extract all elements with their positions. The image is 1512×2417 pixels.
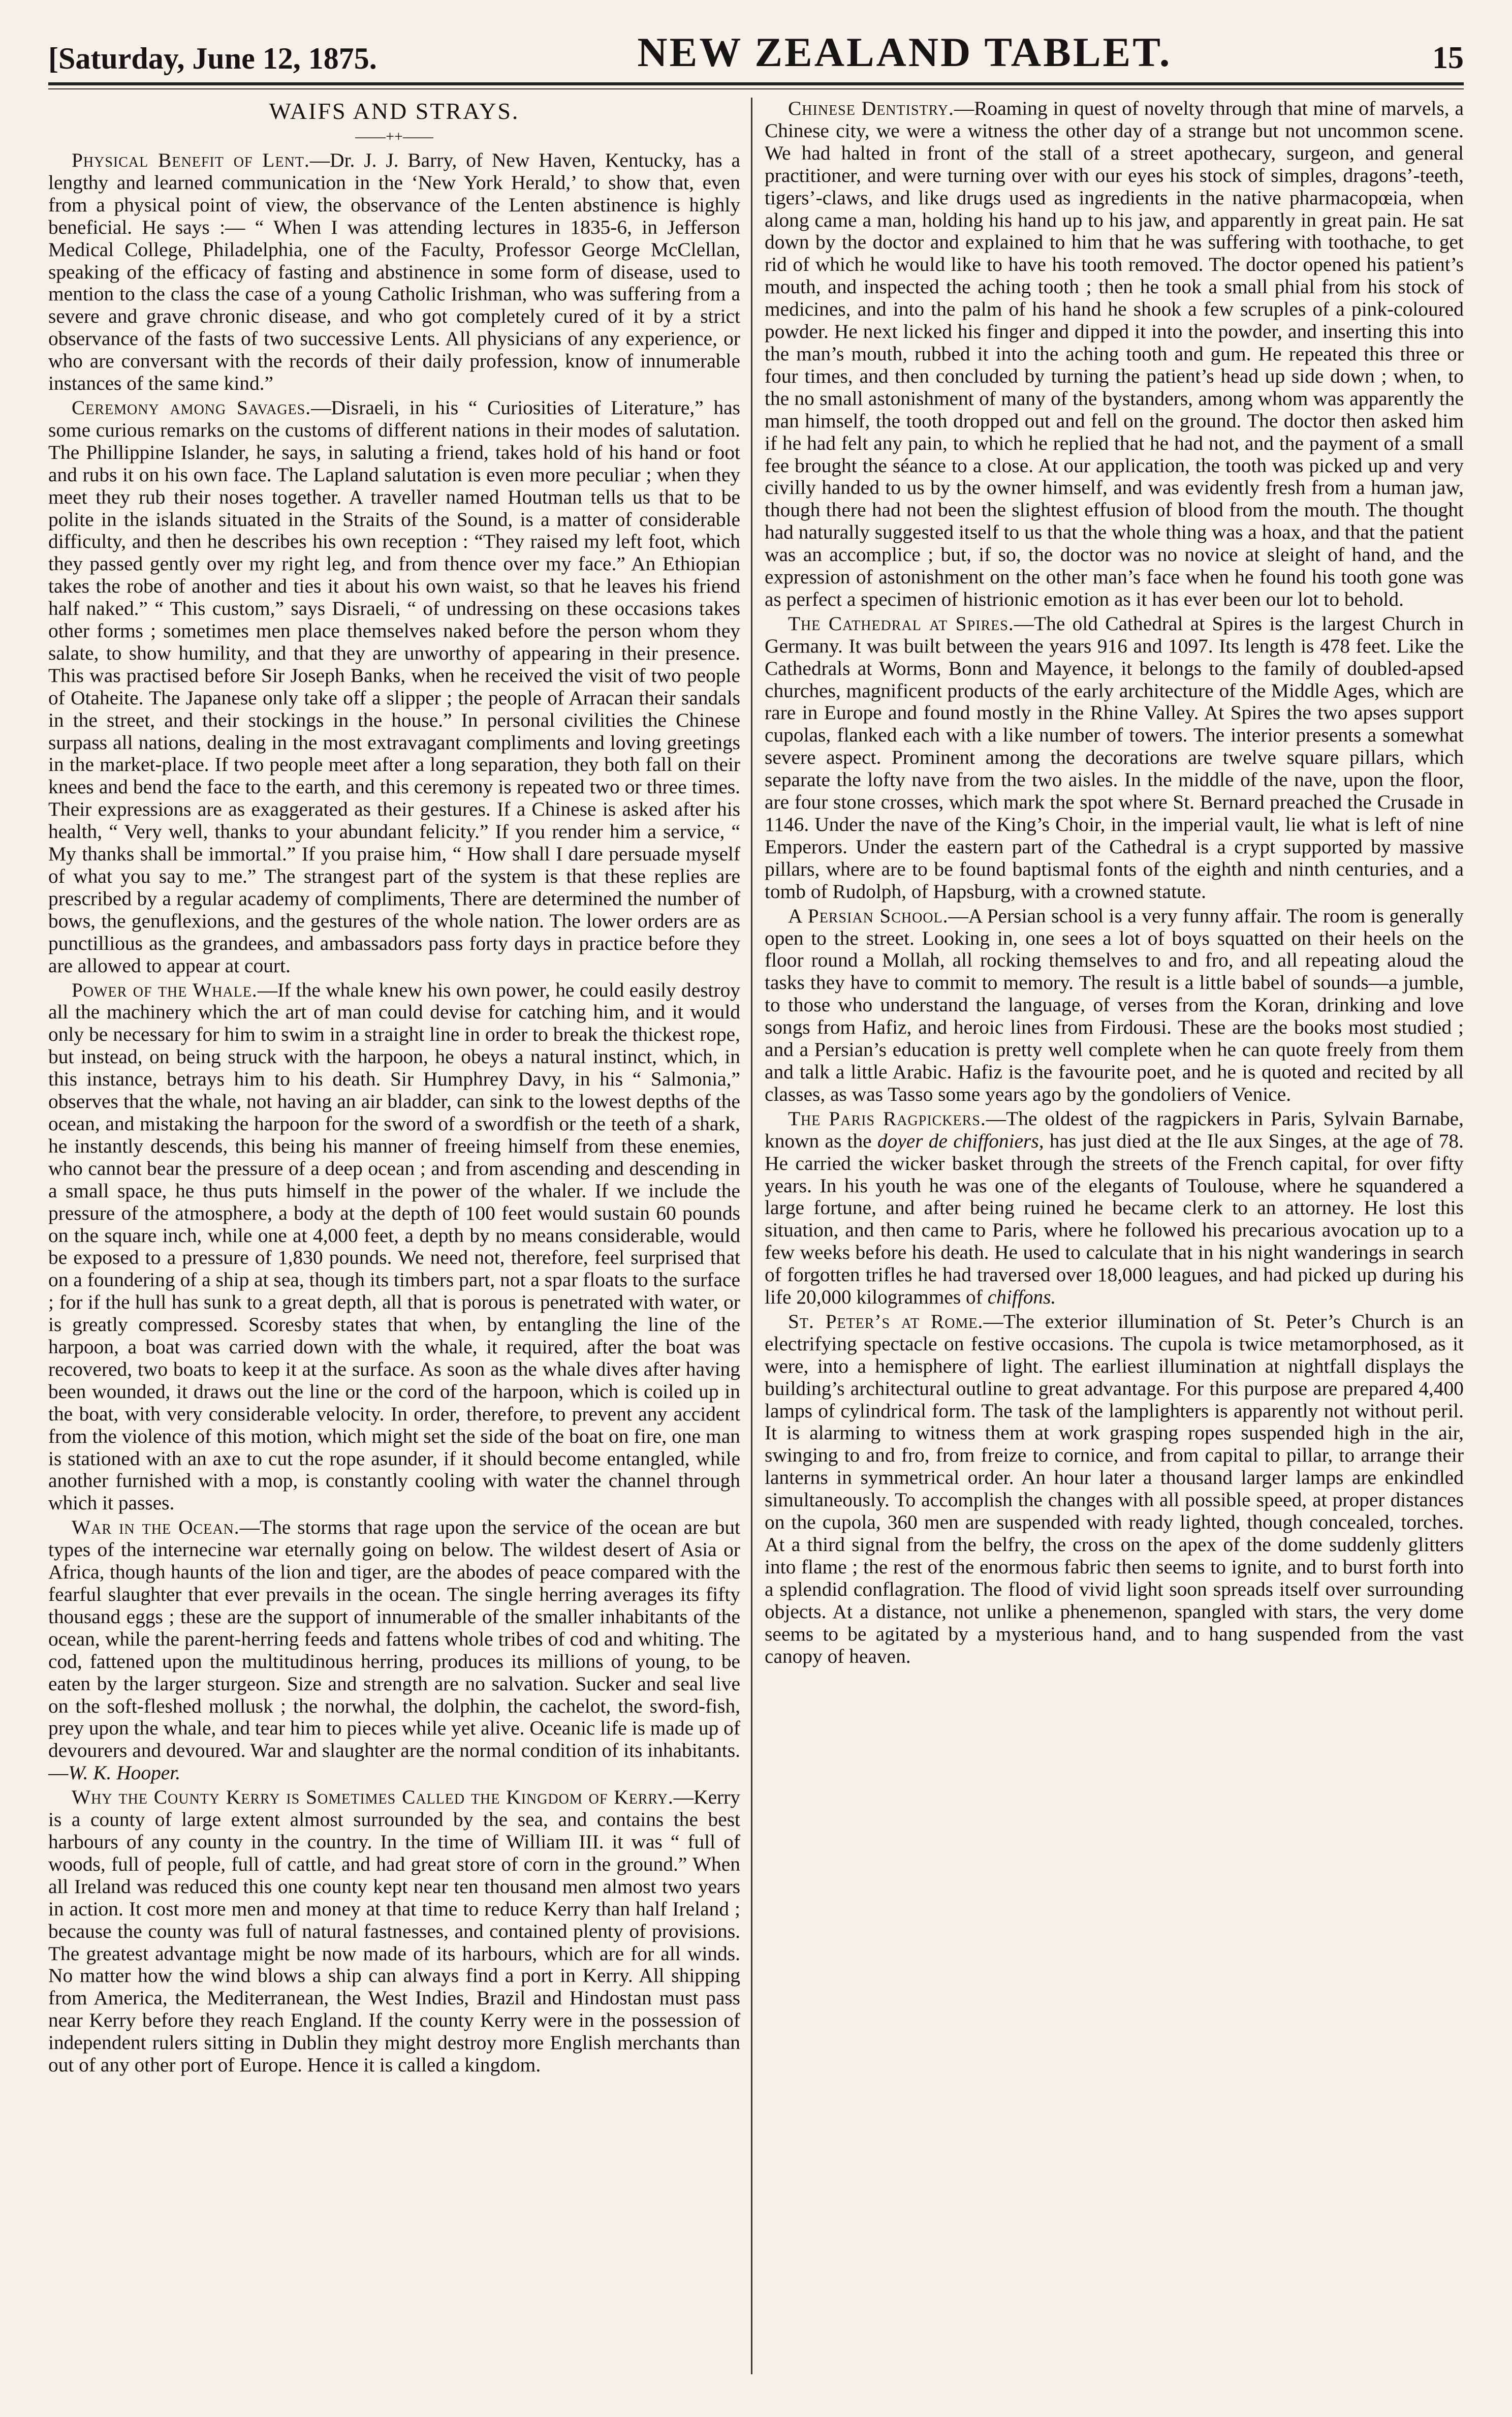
masthead-rule-thin bbox=[48, 88, 1464, 89]
article-body: —The exterior illumination of St. Peter’s Church is an electrifying spectacle on festive occasions. The cupola is twice metamorphosed, as it were, into a hemisphere of light. The earliest illumination at nightfall displays the building’s architectural outline to great advantage. For this purpose are prepared 4,400 lamps of cylindrical form. The task of the lamplighters is apparently not without peril. It is alarming to witness them at work grasping ropes suspended high in the air, swinging to and fro, from freize to cornice, and from capital to pillar, to arrange their lanterns in symmetrical order. An hour later a thousand larger lamps are enkindled simultaneously. To accomplish the changes with all possible speed, at proper distances on the cupola, 360 men are suspended with ready lighted, though concealed, torches. At a third signal from the belfry, the cross on the apex of the dome suddenly glitters into flame ; the rest of the enormous fabric then seems to ignite, and to burst forth into a splendid conflagration. The flood of vivid light soon spreads itself over surrounding objects. At a distance, not unlike a phenemenon, spangled with stars, the very dome seems to be agitated by a mysterious hand, and to hang suspended from the vast canopy of heaven. bbox=[765, 1310, 1464, 1667]
article-heading: St. Peter’s at Rome. bbox=[788, 1310, 984, 1333]
article-war-in-the-ocean bbox=[48, 1516, 740, 1784]
article-heading: Ceremony among Savages. bbox=[72, 396, 311, 419]
article-st-peters-at-rome bbox=[765, 1311, 1464, 1668]
article-heading: War in the Ocean. bbox=[72, 1516, 240, 1539]
newspaper-title: NEW ZEALAND TABLET. bbox=[637, 29, 1172, 75]
article-ceremony-among-savages bbox=[48, 397, 740, 977]
article-body: —If the whale knew his own power, he could easily destroy all the machinery which the art of man could devise for catching him, and it would only be necessary for him to swim in a straight line in order to break the thickest rope, but instead, on being struck with the harpoon, he obeys a natural instinct, which, in this instance, betrays him to his death. Sir Humphrey Davy, in his “ Salmonia,” observes that the whale, not having an air bladder, can sink to the lowest depths of the ocean, and mistaking the harpoon for the sword of a swordfish or the teeth of a shark, he instantly descends, this being his manner of freeing himself from these enemies, who cannot bear the pressure of a deep ocean ; and from ascending and descending in a small space, he thus puts himself in the power of the whaler. If we include the pressure of the atmosphere, a body at the depth of 100 feet would sustain 60 pounds on the square inch, while one at 4,000 feet, a depth by no means considerable, would be exposed to a pressure of 1,830 pounds. We need not, therefore, feel surprised that on a foundering of a ship at sea, though its timbers part, not a spar floats to the surface ; for if the hull has sunk to a great depth, all that is porous is penetrated with water, or is greatly compressed. Scoresby states that when, by entangling the line of the harpoon, a boat was carried down with the whale, it required, after the boat was recovered, two boats to keep it at the surface. As soon as the whale dives after having been wounded, it draws out the line or the cord of the harpoon, which is coiled up in the boat, with very considerable velocity. In order, therefore, to prevent any accident from the violence of this motion, which might set the side of the boat on fire, one man is stationed with an axe to cut the rope asunder, if it should become entangled, while another furnished with a mop, is constantly cooling with water the channel through which it passes. bbox=[48, 978, 740, 1514]
article-persian-school bbox=[765, 905, 1464, 1106]
article-byline: W. K. Hooper. bbox=[68, 1761, 181, 1784]
article-heading: Physical Benefit of Lent. bbox=[72, 149, 310, 171]
article-county-kerry bbox=[48, 1786, 740, 2077]
article-body: —The old Cathedral at Spires is the largest Church in Germany. It was built between the years 916 and 1097. Its length is 478 feet. Like the Cathedrals at Worms, Bonn and Mayence, it belongs to the family of doubled-apsed churches, magnificent products of the early architecture of the Middle Ages, which are rare in Europe and found mostly in the Rhine Valley. At Spires the two apses support cupolas, flanked each with a like number of towers. The interior presents a somewhat severe aspect. Prominent among the decorations are twelve square pillars, which separate the lofty nave from the two aisles. In the middle of the nave, upon the floor, are four stone crosses, which mark the spot where St. Bernard preached the Crusade in 1146. Under the nave of the King’s Choir, in the imperial vault, lie what is left of nine Emperors. Under the eastern part of the Cathedral is a crypt supported by massive pillars, where are to be found baptismal fonts of the eighth and ninth centuries, and a tomb of Rudolph, of Hapsburg, with a crowned statute. bbox=[765, 612, 1464, 903]
page-number: 15 bbox=[1432, 41, 1464, 75]
article-body: —Dr. J. J. Barry, of New Haven, Kentucky, has a lengthy and learned communication in the ‘New York Herald,’ to show that, even from a physical point of view, the observance of the Lenten abstinence is highly beneficial. He says :— “ When I was attending lectures in 1835-6, in Jefferson Medical College, Philadelphia, one of the Faculty, Professor George McClellan, speaking of the efficacy of fasting and abstinence in some form of disease, used to mention to the class the case of a young Catholic Irishman, who was suffering from a severe and grave chronic disease, and who got completely cured of it by a strict observance of the fasts of two successive Lents. All physicians of any experience, or who are conversant with the records of their daily profession, know of innumerable instances of the same kind.” bbox=[48, 149, 740, 395]
article-body: —A Persian school is a very funny affair. The room is generally open to the street. Looking in, one sees a lot of boys squatted on their heels on the floor round a Mollah, all rocking themselves to and fro, and all repeating aloud the tasks they have to commit to memory. The result is a little babel of sounds—a jumble, to those who understand the language, of verses from the Koran, drinking and love songs from Hafiz, and heroic lines from Firdousi. These are the books most studied ; and a Persian’s education is pretty well complete when he can quote freely from them and talk a little Arabic. Hafiz is the favourite poet, and he is quoted and recited by all classes, as was Tasso some years ago by the gondoliers of Venice. bbox=[765, 904, 1464, 1105]
article-heading: A Persian School. bbox=[788, 904, 949, 927]
article-heading: The Paris Ragpickers. bbox=[788, 1107, 986, 1130]
issue-date: [Saturday, June 12, 1875. bbox=[48, 42, 377, 75]
article-chinese-dentistry bbox=[765, 98, 1464, 611]
article-paris-ragpickers bbox=[765, 1108, 1464, 1309]
article-power-of-the-whale bbox=[48, 979, 740, 1515]
article-physical-benefit-of-lent bbox=[48, 149, 740, 395]
masthead bbox=[48, 20, 1464, 76]
column-left bbox=[48, 98, 740, 2384]
article-body: —The storms that rage upon the service of the ocean are but types of the internecine war eternally going on below. The wildest desert of Asia or Africa, though haunts of the lion and tiger, are the abodes of peace compared with the fearful slaughter that ever prevails in the ocean. The single herring averages its fifty thousand eggs ; these are the support of innumerable of the smaller inhabitants of the ocean, while the parent-herring feeds and fattens whole tribes of cod and whiting. The cod, fattened upon the multitudinous herring, produces its millions of young, to be eaten by the larger sturgeon. Size and strength are no salvation. Sucker and seal live on the soft-fleshed mollusk ; the norwhal, the dolphin, the cachelot, the sword-fish, prey upon the whale, and tear him to pieces while yet alive. Oceanic life is made up of devourers and devoured. War and slaughter are the normal condition of its inhabitants.— bbox=[48, 1516, 740, 1784]
article-cathedral-at-spires bbox=[765, 613, 1464, 903]
article-italic: doyer de chiffoniers, bbox=[877, 1129, 1044, 1152]
article-body: —Disraeli, in his “ Curiosities of Literature,” has some curious remarks on the customs of different nations in their modes of salutation. The Phillippine Islander, he says, in saluting a friend, takes hold of his hand or foot and rubs it on his own face. The Lapland salutation is even more peculiar ; when they meet they rub their noses together. A traveller named Houtman tells us that to be polite in the islands situated in the Straits of the Sound, is a matter of considerable difficulty, and then he describes his own reception : “They raised my left foot, which they passed gently over my right leg, and from thence over my face.” An Ethiopian takes the robe of another and ties it about his own waist, so that he leaves his friend half naked.” “ This custom,” says Disraeli, “ of undressing on these occasions takes other forms ; sometimes men place themselves naked before the person whom they salate, to show humility, and that they are unworthy of appearing in their presence. This was practised before Sir Joseph Banks, when he received the visit of two people of Otaheite. The Japanese only take off a slipper ; the people of Arracan their sandals in the street, and their stockings in the house.” In personal civilities the Chinese surpass all nations, dealing in the most extravagant compliments and loving greetings in the market-place. If two people meet after a long separation, they both fall on their knees and bend the face to the earth, and this ceremony is repeated two or three times. Their expressions are as exaggerated as their gestures. If a Chinese is asked after his health, “ Very well, thanks to your abundant felicity.” If you render him a service, “ My thanks shall be immortal.” If you praise him, “ How shall I dare persuade myself of what you say to me.” The strangest part of the system is that these replies are prescribed by a regular academy of compliments, There are determined the number of bows, the genuflexions, and the gestures of the whole nation. The lower orders are as punctillious as the grandees, and ambassadors pass forty days in practice before they are allowed to appear at court. bbox=[48, 396, 740, 977]
column-right bbox=[765, 98, 1464, 2384]
article-body: —Roaming in quest of novelty through that mine of marvels, a Chinese city, we were a witness the other day of a strange but not uncommon scene. We had halted in front of the stall of a street apothecary, surgeon, and general practitioner, and were turning over with our eyes his stock of simples, dragons’-teeth, tigers’-claws, and like drugs used as ingredients in the native pharmacopœia, when along came a man, holding his hand up to his jaw, and apparently in great pain. He sat down by the doctor and explained to him that he was suffering with toothache, to get rid of which he would like to have his tooth removed. The doctor opened his patient’s mouth, and inspected the aching tooth ; then he took a small phial from his stock of medicines, and into the palm of his hand he shook a few scruples of a pink-coloured powder. He next licked his finger and dipped it into the powder, and inserting this into the man’s mouth, rubbed it into the aching tooth and gum. He repeated this three or four times, and then concluded by turning the patient’s head up side down ; when, to the no small astonishment of many of the bystanders, among whom was apparently the man himself, the tooth dropped out and fell on the ground. The doctor then asked him if he had felt any pain, to which he replied that he had not, and the payment of a small fee brought the séance to a close. At our application, the tooth was picked up and very civilly handed to us by the owner himself, and was evidently fresh from a human jaw, though there had not been the slightest effusion of blood from the mouth. The thought had naturally suggested itself to us that the whole thing was a hoax, and that the patient was an accomplice ; but, if so, the doctor was no novice at sleight of hand, and the expression of astonishment on the other man’s face when he found his tooth gone was as perfect a specimen of histrionic emotion as it has ever been our lot to behold. bbox=[765, 98, 1464, 610]
article-body: —Kerry is a county of large extent almost surrounded by the sea, and contains the best harbours of any county in the country. In the time of William III. it was “ full of woods, full of people, full of cattle, and had great store of corn in the ground.” When all Ireland was reduced this one county kept near ten thousand men almost two years in action. It cost more men and money at that time to reduce Kerry than half Ireland ; because the county was full of natural fastnesses, and contained plenty of provisions. The greatest advantage might be now made of its harbours, which are for all winds. No matter how the wind blows a ship can always find a port in Kerry. All shipping from America, the Mediterranean, the West Indies, Brazil and Hindostan must pass near Kerry before they reach England. If the county Kerry were in the possession of independent rulers sitting in Dublin they might destroy more English merchants than out of any other port of Europe. Hence it is called a kingdom. bbox=[48, 1786, 740, 2077]
article-body: —The oldest of the ragpickers in Paris, Sylvain Barnabe, known as the bbox=[765, 1107, 1464, 1152]
article-heading: Chinese Dentistry. bbox=[788, 98, 954, 119]
masthead-rule-thick bbox=[48, 82, 1464, 85]
column-divider bbox=[751, 98, 752, 2374]
section-ornament: ——++—— bbox=[355, 128, 433, 145]
article-heading: Why the County Kerry is Sometimes Called the Kingdom of Kerry. bbox=[72, 1786, 674, 1809]
section-title: WAIFS AND STRAYS. bbox=[269, 98, 520, 124]
article-heading: The Cathedral at Spires. bbox=[788, 612, 1014, 635]
article-italic: chiffons. bbox=[987, 1286, 1056, 1309]
article-heading: Power of the Whale. bbox=[72, 978, 258, 1001]
article-body: has just died at the Ile aux Singes, at the age of 78. He carried the wicker basket through the streets of the French capital, for over fifty years. In his youth he was one of the elegants of Toulouse, where he squandered a large fortune, and after being ruined he became clerk to an attorney. He lost this situation, and then came to Paris, where he followed his precarious avocation up to a few weeks before his death. He used to calculate that in his night wanderings in search of forgotten trifles he had traversed over 18,000 leagues, and had picked up during his life 20,000 kilogrammes of bbox=[765, 1129, 1464, 1309]
